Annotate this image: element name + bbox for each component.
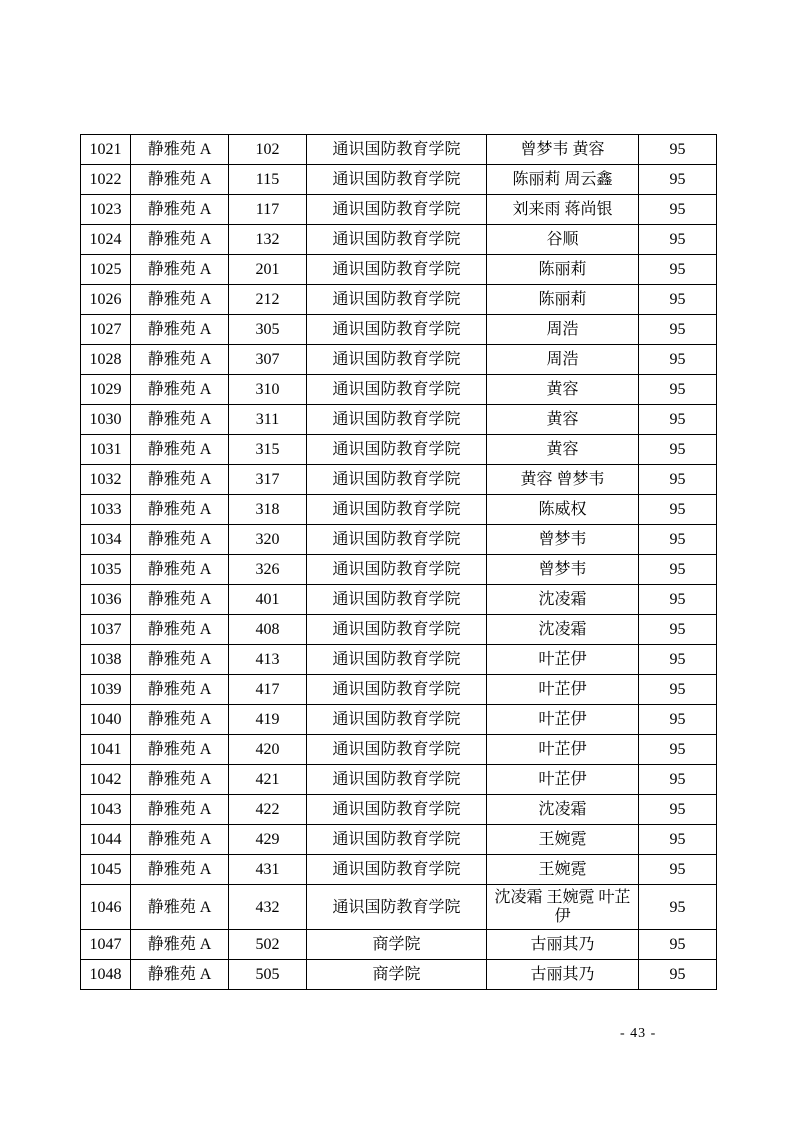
cell-building: 静雅苑 A: [131, 165, 229, 195]
cell-id: 1046: [81, 885, 131, 930]
cell-names: 谷顺: [487, 225, 639, 255]
cell-room: 420: [229, 735, 307, 765]
cell-room: 311: [229, 405, 307, 435]
cell-college: 通识国防教育学院: [307, 315, 487, 345]
cell-building: 静雅苑 A: [131, 765, 229, 795]
cell-college: 通识国防教育学院: [307, 705, 487, 735]
table-row: [81, 435, 717, 465]
cell-names: 刘来雨 蒋尚银: [487, 195, 639, 225]
cell-building: 静雅苑 A: [131, 345, 229, 375]
cell-names: 曾梦韦 黄容: [487, 135, 639, 165]
cell-id: 1034: [81, 525, 131, 555]
cell-college: 通识国防教育学院: [307, 645, 487, 675]
cell-building: 静雅苑 A: [131, 225, 229, 255]
cell-score: 95: [639, 855, 717, 885]
cell-building: 静雅苑 A: [131, 645, 229, 675]
cell-room: 132: [229, 225, 307, 255]
cell-score: 95: [639, 345, 717, 375]
table-row: [81, 885, 717, 930]
cell-college: 通识国防教育学院: [307, 795, 487, 825]
cell-room: 422: [229, 795, 307, 825]
cell-college: 通识国防教育学院: [307, 735, 487, 765]
cell-room: 117: [229, 195, 307, 225]
cell-college: 通识国防教育学院: [307, 555, 487, 585]
cell-college: 通识国防教育学院: [307, 135, 487, 165]
cell-college: 通识国防教育学院: [307, 525, 487, 555]
cell-score: 95: [639, 315, 717, 345]
table-row: [81, 465, 717, 495]
table-row: [81, 135, 717, 165]
cell-building: 静雅苑 A: [131, 315, 229, 345]
cell-room: 421: [229, 765, 307, 795]
cell-college: 通识国防教育学院: [307, 225, 487, 255]
cell-room: 212: [229, 285, 307, 315]
cell-building: 静雅苑 A: [131, 405, 229, 435]
table-row: [81, 825, 717, 855]
cell-building: 静雅苑 A: [131, 555, 229, 585]
cell-building: 静雅苑 A: [131, 960, 229, 990]
cell-id: 1022: [81, 165, 131, 195]
cell-college: 通识国防教育学院: [307, 345, 487, 375]
table-row: [81, 345, 717, 375]
cell-building: 静雅苑 A: [131, 375, 229, 405]
cell-building: 静雅苑 A: [131, 855, 229, 885]
cell-room: 502: [229, 930, 307, 960]
cell-names: 曾梦韦: [487, 555, 639, 585]
cell-id: 1036: [81, 585, 131, 615]
cell-score: 95: [639, 195, 717, 225]
cell-names: 叶芷伊: [487, 675, 639, 705]
cell-score: 95: [639, 735, 717, 765]
cell-room: 115: [229, 165, 307, 195]
cell-names: 叶芷伊: [487, 765, 639, 795]
cell-id: 1043: [81, 795, 131, 825]
cell-college: 通识国防教育学院: [307, 885, 487, 930]
cell-id: 1029: [81, 375, 131, 405]
cell-id: 1039: [81, 675, 131, 705]
cell-id: 1040: [81, 705, 131, 735]
cell-score: 95: [639, 165, 717, 195]
cell-id: 1041: [81, 735, 131, 765]
table-row: [81, 585, 717, 615]
cell-college: 通识国防教育学院: [307, 675, 487, 705]
cell-room: 317: [229, 465, 307, 495]
cell-score: 95: [639, 405, 717, 435]
cell-id: 1033: [81, 495, 131, 525]
cell-id: 1044: [81, 825, 131, 855]
cell-college: 通识国防教育学院: [307, 465, 487, 495]
cell-names: 陈丽莉: [487, 255, 639, 285]
cell-building: 静雅苑 A: [131, 735, 229, 765]
cell-score: 95: [639, 525, 717, 555]
cell-building: 静雅苑 A: [131, 930, 229, 960]
cell-score: 95: [639, 705, 717, 735]
cell-college: 通识国防教育学院: [307, 615, 487, 645]
cell-score: 95: [639, 285, 717, 315]
table-row: [81, 735, 717, 765]
cell-room: 401: [229, 585, 307, 615]
table-row: [81, 555, 717, 585]
cell-college: 通识国防教育学院: [307, 255, 487, 285]
cell-building: 静雅苑 A: [131, 135, 229, 165]
cell-score: 95: [639, 885, 717, 930]
cell-names: 沈凌霜: [487, 795, 639, 825]
cell-score: 95: [639, 615, 717, 645]
cell-score: 95: [639, 375, 717, 405]
cell-room: 320: [229, 525, 307, 555]
cell-building: 静雅苑 A: [131, 825, 229, 855]
cell-names: 沈凌霜: [487, 615, 639, 645]
cell-building: 静雅苑 A: [131, 255, 229, 285]
cell-score: 95: [639, 960, 717, 990]
cell-id: 1042: [81, 765, 131, 795]
cell-names: 周浩: [487, 345, 639, 375]
cell-college: 通识国防教育学院: [307, 585, 487, 615]
cell-college: 商学院: [307, 960, 487, 990]
cell-score: 95: [639, 675, 717, 705]
cell-college: 通识国防教育学院: [307, 855, 487, 885]
cell-score: 95: [639, 465, 717, 495]
table-row: [81, 255, 717, 285]
cell-room: 307: [229, 345, 307, 375]
cell-building: 静雅苑 A: [131, 495, 229, 525]
table-row: [81, 765, 717, 795]
cell-room: 305: [229, 315, 307, 345]
table-row: [81, 795, 717, 825]
cell-id: 1037: [81, 615, 131, 645]
cell-names: 古丽其乃: [487, 960, 639, 990]
table-row: [81, 855, 717, 885]
cell-names: 黄容: [487, 405, 639, 435]
cell-room: 419: [229, 705, 307, 735]
cell-room: 505: [229, 960, 307, 990]
table-row: [81, 675, 717, 705]
cell-building: 静雅苑 A: [131, 195, 229, 225]
cell-score: 95: [639, 645, 717, 675]
cell-building: 静雅苑 A: [131, 585, 229, 615]
cell-names: 黄容: [487, 375, 639, 405]
cell-building: 静雅苑 A: [131, 615, 229, 645]
cell-id: 1028: [81, 345, 131, 375]
table-row: [81, 285, 717, 315]
table-row: [81, 495, 717, 525]
cell-score: 95: [639, 585, 717, 615]
cell-names: 周浩: [487, 315, 639, 345]
cell-building: 静雅苑 A: [131, 465, 229, 495]
table-row: [81, 195, 717, 225]
cell-room: 318: [229, 495, 307, 525]
cell-score: 95: [639, 555, 717, 585]
table-row: [81, 615, 717, 645]
cell-room: 315: [229, 435, 307, 465]
cell-college: 通识国防教育学院: [307, 405, 487, 435]
cell-id: 1047: [81, 930, 131, 960]
page-number: - 43 -: [620, 1026, 657, 1041]
table-row: [81, 165, 717, 195]
cell-names: 叶芷伊: [487, 705, 639, 735]
cell-college: 通识国防教育学院: [307, 375, 487, 405]
cell-id: 1030: [81, 405, 131, 435]
cell-id: 1025: [81, 255, 131, 285]
cell-college: 通识国防教育学院: [307, 765, 487, 795]
cell-college: 通识国防教育学院: [307, 825, 487, 855]
cell-room: 432: [229, 885, 307, 930]
cell-names: 陈丽莉: [487, 285, 639, 315]
cell-names: 陈威权: [487, 495, 639, 525]
table-row: [81, 225, 717, 255]
cell-college: 商学院: [307, 930, 487, 960]
table-row: [81, 960, 717, 990]
cell-names: 叶芷伊: [487, 645, 639, 675]
cell-names: 古丽其乃: [487, 930, 639, 960]
table-row: [81, 525, 717, 555]
cell-score: 95: [639, 435, 717, 465]
cell-room: 417: [229, 675, 307, 705]
cell-score: 95: [639, 495, 717, 525]
cell-college: 通识国防教育学院: [307, 435, 487, 465]
cell-score: 95: [639, 255, 717, 285]
cell-room: 429: [229, 825, 307, 855]
table-body: [81, 135, 717, 990]
cell-names: 黄容 曾梦韦: [487, 465, 639, 495]
cell-names: 王婉霓: [487, 855, 639, 885]
dormitory-score-table: [80, 134, 717, 990]
cell-score: 95: [639, 135, 717, 165]
cell-room: 102: [229, 135, 307, 165]
cell-room: 413: [229, 645, 307, 675]
cell-names: 陈丽莉 周云鑫: [487, 165, 639, 195]
cell-score: 95: [639, 930, 717, 960]
cell-building: 静雅苑 A: [131, 705, 229, 735]
cell-building: 静雅苑 A: [131, 435, 229, 465]
cell-score: 95: [639, 825, 717, 855]
cell-id: 1026: [81, 285, 131, 315]
cell-score: 95: [639, 765, 717, 795]
cell-names: 曾梦韦: [487, 525, 639, 555]
cell-id: 1038: [81, 645, 131, 675]
cell-id: 1021: [81, 135, 131, 165]
cell-id: 1027: [81, 315, 131, 345]
table-row: [81, 315, 717, 345]
table-row: [81, 930, 717, 960]
cell-score: 95: [639, 225, 717, 255]
cell-room: 431: [229, 855, 307, 885]
cell-names: 黄容: [487, 435, 639, 465]
cell-college: 通识国防教育学院: [307, 495, 487, 525]
cell-college: 通识国防教育学院: [307, 165, 487, 195]
cell-id: 1048: [81, 960, 131, 990]
cell-score: 95: [639, 795, 717, 825]
table-row: [81, 405, 717, 435]
cell-id: 1045: [81, 855, 131, 885]
cell-building: 静雅苑 A: [131, 525, 229, 555]
table-row: [81, 705, 717, 735]
cell-id: 1032: [81, 465, 131, 495]
cell-id: 1023: [81, 195, 131, 225]
cell-building: 静雅苑 A: [131, 285, 229, 315]
cell-room: 408: [229, 615, 307, 645]
cell-names: 沈凌霜 王婉霓 叶芷伊: [487, 885, 639, 930]
cell-id: 1024: [81, 225, 131, 255]
cell-building: 静雅苑 A: [131, 675, 229, 705]
cell-names: 沈凌霜: [487, 585, 639, 615]
cell-college: 通识国防教育学院: [307, 285, 487, 315]
cell-names: 王婉霓: [487, 825, 639, 855]
cell-id: 1035: [81, 555, 131, 585]
table-row: [81, 645, 717, 675]
cell-room: 201: [229, 255, 307, 285]
cell-id: 1031: [81, 435, 131, 465]
cell-building: 静雅苑 A: [131, 885, 229, 930]
cell-names: 叶芷伊: [487, 735, 639, 765]
table-row: [81, 375, 717, 405]
cell-room: 326: [229, 555, 307, 585]
cell-room: 310: [229, 375, 307, 405]
cell-college: 通识国防教育学院: [307, 195, 487, 225]
cell-building: 静雅苑 A: [131, 795, 229, 825]
